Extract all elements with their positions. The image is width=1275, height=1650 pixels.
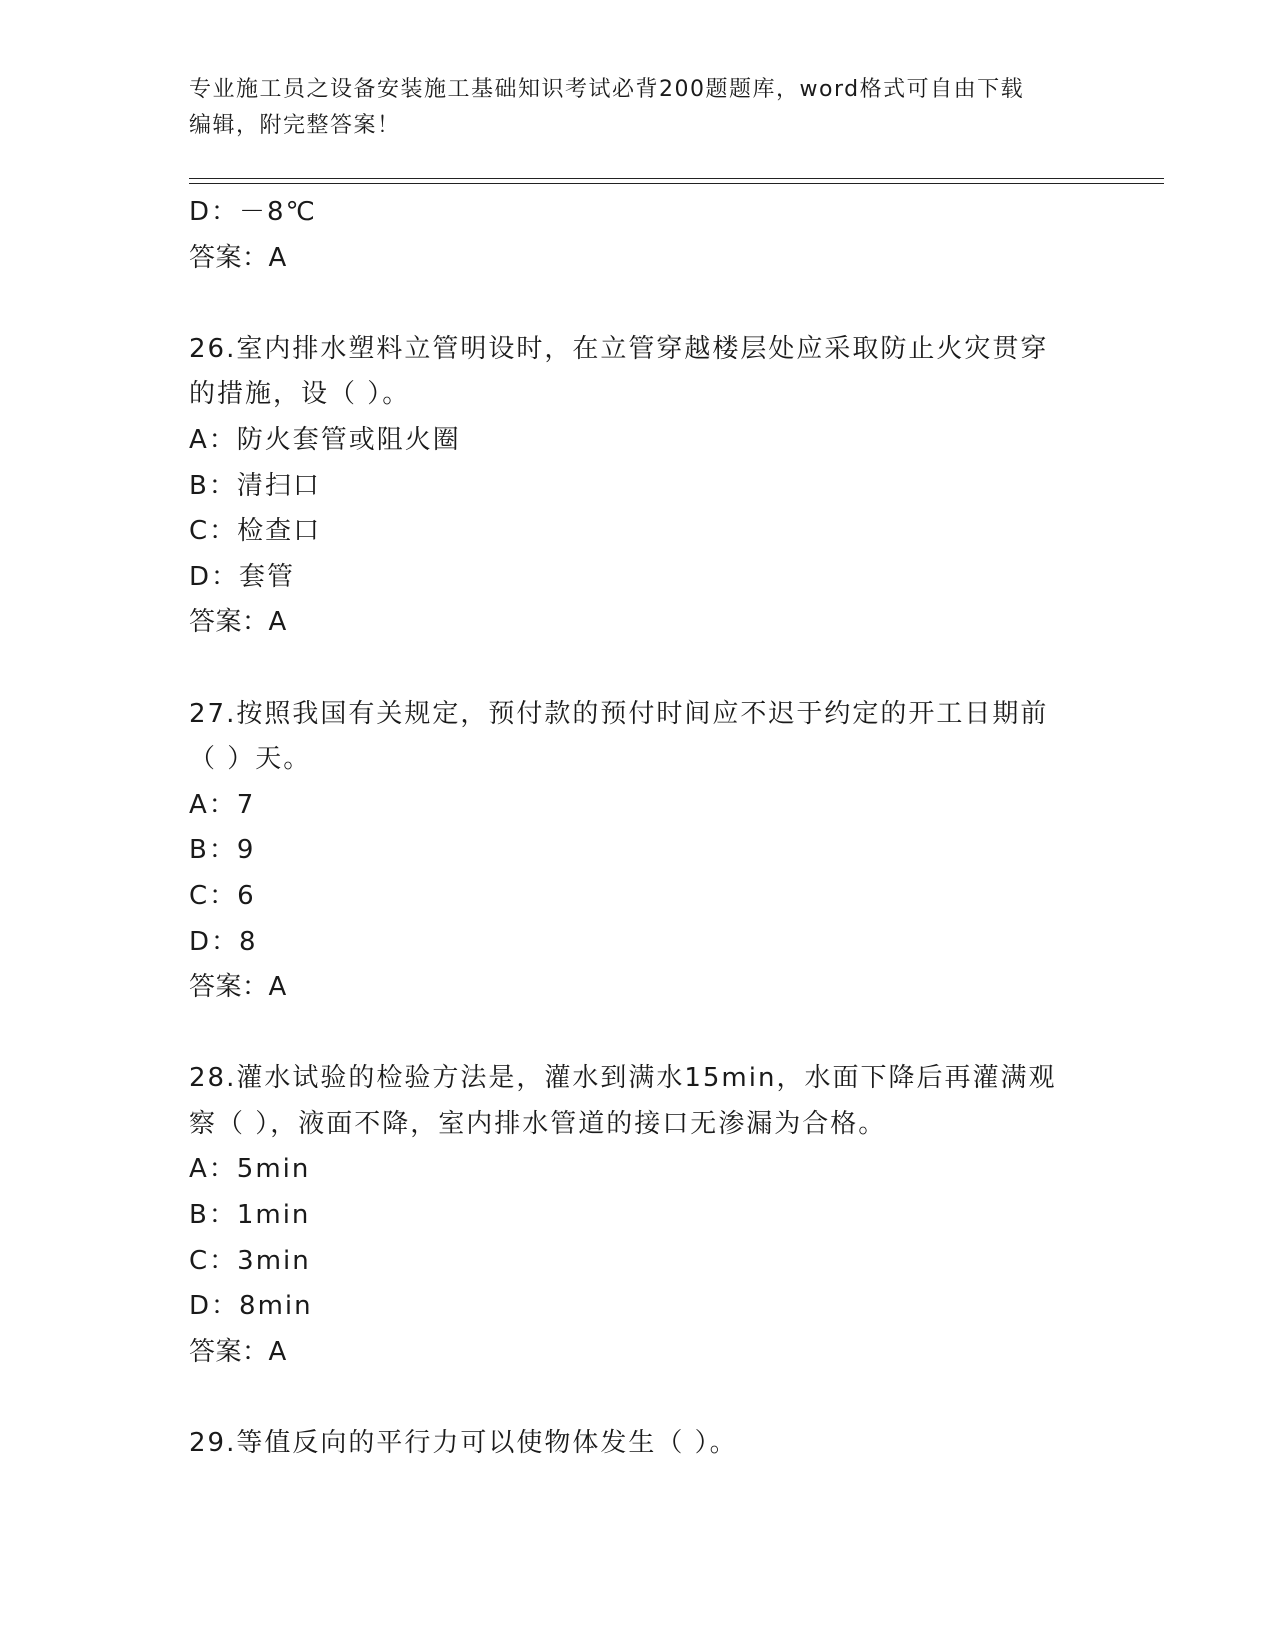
option-b: B：9 [189, 835, 256, 866]
question-stem: 26.室内排水塑料立管明设时，在立管穿越楼层处应采取防止火灾贯穿 [189, 333, 1049, 364]
header-divider-bottom [189, 183, 1164, 184]
option-d: D：8 [189, 926, 258, 957]
question-stem-continued: 察（ ），液面不降，室内排水管道的接口无渗漏为合格。 [189, 1108, 887, 1139]
option-d: D：－8℃ [189, 197, 317, 227]
question-stem: 27.按照我国有关规定，预付款的预付时间应不迟于约定的开工日期前 [189, 698, 1049, 729]
option-c: C：6 [189, 880, 256, 911]
spacer [189, 646, 1089, 692]
header-title-line-2: 编辑，附完整答案！ [189, 113, 401, 138]
option-a: A：5min [189, 1154, 311, 1185]
answer-line: 答案：A [189, 972, 287, 1003]
option-c: C：检查口 [189, 516, 322, 547]
option-b: B：1min [189, 1200, 311, 1231]
question-stem-continued: 的措施，设（ ）。 [189, 379, 411, 410]
header-title-line-1: 专业施工员之设备安装施工基础知识考试必背200题题库，word格式可自由下载 [189, 77, 1025, 102]
answer-line: 答案：A [189, 607, 287, 638]
question-stem: 28.灌水试验的检验方法是，灌水到满水15min，水面下降后再灌满观 [189, 1063, 1057, 1094]
question-list [189, 190, 1089, 1467]
spacer [189, 1011, 1089, 1057]
option-a: A：防火套管或阻火圈 [189, 424, 461, 455]
option-d: D：套管 [189, 561, 296, 592]
question-stem: 29.等值反向的平行力可以使物体发生（ ）。 [189, 1428, 738, 1459]
spacer [189, 281, 1089, 327]
option-c: C：3min [189, 1245, 311, 1276]
document-header [189, 72, 1089, 144]
answer-line: 答案：A [189, 1336, 287, 1367]
answer-line: 答案：A [189, 242, 287, 273]
header-divider-top [189, 178, 1164, 179]
option-b: B：清扫口 [189, 470, 321, 501]
spacer [189, 1375, 1089, 1421]
option-d: D：8min [189, 1291, 313, 1322]
option-a: A：7 [189, 789, 256, 820]
question-stem-continued: （ ）天。 [189, 744, 312, 775]
